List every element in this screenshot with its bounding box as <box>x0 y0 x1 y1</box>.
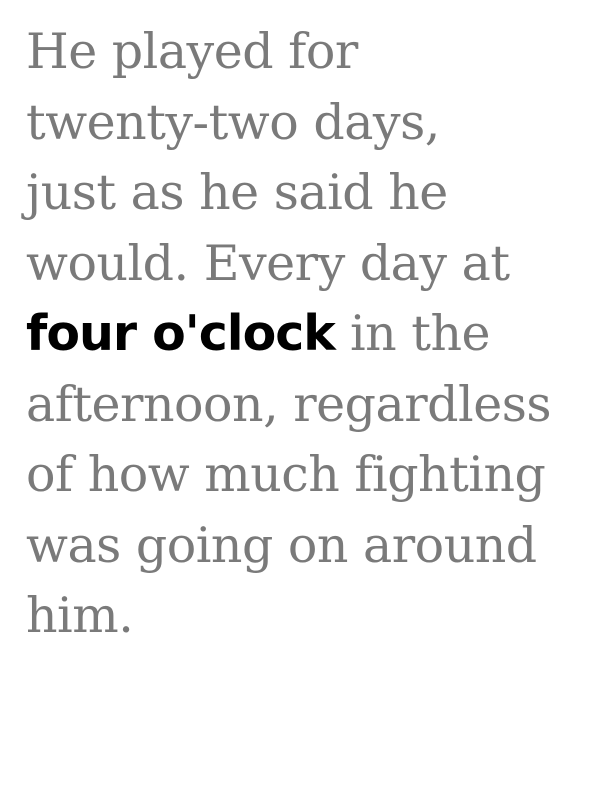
highlighted-phrase: four o'clock <box>26 305 335 362</box>
passage-line-2: twenty-two days, <box>26 93 440 151</box>
passage-line-9: him. <box>26 587 134 644</box>
passage-line-4: would. Every day at <box>26 234 510 292</box>
passage-line-5 <box>26 299 586 370</box>
passage-text <box>26 17 586 652</box>
passage-line-1: He played for <box>26 23 358 80</box>
passage-line-8: was going on around <box>26 516 537 574</box>
passage-line-3: just as he said he <box>26 164 448 221</box>
passage-line-5-rest: in the <box>334 305 491 362</box>
passage-line-6: afternoon, regardless <box>26 375 551 433</box>
passage-line-7: of how much fighting <box>26 446 546 503</box>
